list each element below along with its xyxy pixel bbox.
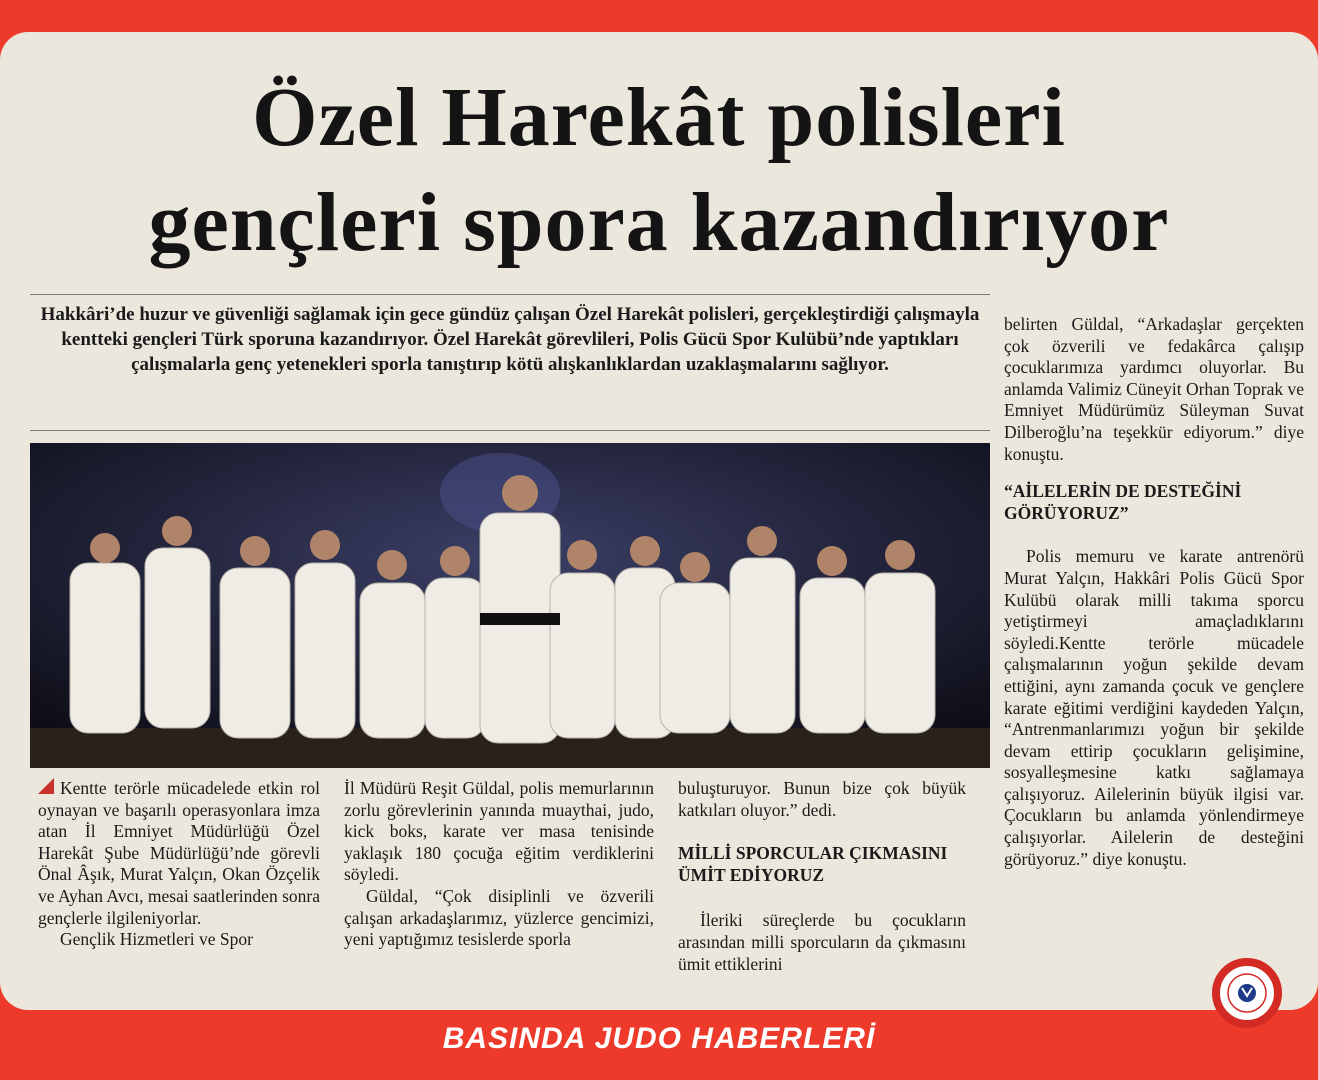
column-3 xyxy=(678,778,966,975)
column-4 xyxy=(1004,314,1304,870)
subheading-ailelerin-de: “AİLELERİN DE DESTEĞİNİ GÖRÜYORUZ” xyxy=(1004,481,1242,523)
column-1-paragraph-2: Gençlik Hizmetleri ve Spor xyxy=(60,929,253,950)
column-2 xyxy=(344,778,654,951)
newspaper-clipping xyxy=(0,32,1318,1010)
column-3-paragraph-1: buluşturuyor. Bunun bize çok büyük katkıları oluyor.” dedi. xyxy=(678,778,966,820)
headline-line-1: Özel Harekât polisleri xyxy=(252,71,1066,164)
headline-line-2: gençleri spora kazandırıyor xyxy=(148,176,1170,269)
column-2-paragraph-1: İl Müdürü Reşit Güldal, polis memurlarının zorlu görevlerinin yanında muaythai, judo, kick boks, karate ver masa tenisinde yaklaşık 180 çocuğa eğitim verdiklerini söyledi. xyxy=(344,778,654,885)
judo-federation-logo-icon xyxy=(1212,958,1282,1028)
subheading-milli-sporcular: MİLLİ SPORCULAR ÇIKMASINI ÜMİT EDİYORUZ xyxy=(678,843,948,885)
rule-bottom xyxy=(30,430,990,431)
column-4-paragraph-1: belirten Güldal, “Arkadaşlar gerçekten çok özverili ve fedakârca çalışıp çocuklarımıza yardımcı oluyorlar. Bu anlamda Valimiz Cüneyit Orhan Toprak ve Emniyet Müdürümüz Süleyman Suvat Dilberoğlu’na teşekkür ediyorum.” diye konuştu. xyxy=(1004,314,1304,464)
column-1-paragraph-1: Kentte terörle mücadelede etkin rol oynayan ve başarılı operasyonlara imza atan İl Emniyet Müdürlüğü Özel Harekât Şube Müdürlüğü’nde görevli Önal Âşık, Murat Yalçın, Okan Özçelik ve Ayhan Avcı, mesai saatlerinden sonra gençlerle ilgileniyorlar. xyxy=(38,778,320,928)
column-2-paragraph-2: Güldal, “Çok disiplinli ve özverili çalışan arkadaşlarımız, yüzlerce gencimizi, yeni yaptığımız tesislerde sporla xyxy=(344,885,654,950)
column-1 xyxy=(38,778,320,951)
headline xyxy=(0,68,1318,278)
column-4-paragraph-2: Polis memuru ve karate antrenörü Murat Yalçın, Hakkâri Polis Gücü Spor Kulübü olarak milli takıma sporcu yetiştirmeyi amaçladıklarını söyledi.Kentte terörle mücadele çalışmalarının yoğun şekilde devam ettiğini, aynı zamanda çocuk ve gençlere karate eğitimi verdiğini kaydeden Yalçın, “Antrenmanlarımızı yoğun bir şekilde devam ettirip çocukların gelişimine, sosyalleşmesine katkı sağlamaya çalışıyoruz. Ailelerinin büyük ilgisi var. Çocukların bu anlamda yönlendirmeye çalışıyorlar. Ailelerin de desteğini görüyoruz.” diye konuştu. xyxy=(1004,546,1304,869)
lead-paragraph: Hakkâri’de huzur ve güvenliği sağlamak için gece gündüz çalışan Özel Harekât polisleri, gerçekleştirdiği çalışmayla kentteki gençleri Türk sporuna kazandırıyor. Özel Harekât görevlileri, Polis Gücü Spor Kulübü’nde yaptıkları çalışmalarla genç yetenekleri sporla tanıştırıp kötü alışkanlıklardan uzaklaşmalarını sağlıyor. xyxy=(40,304,980,375)
team-photo xyxy=(30,443,990,768)
column-3-paragraph-2: İleriki süreçlerde bu çocukların arasından milli sporcuların da çıkmasını ümit ettiklerini xyxy=(678,910,966,974)
rule-top xyxy=(30,294,990,295)
footer-title: BASINDA JUDO HABERLERİ xyxy=(442,1022,876,1055)
